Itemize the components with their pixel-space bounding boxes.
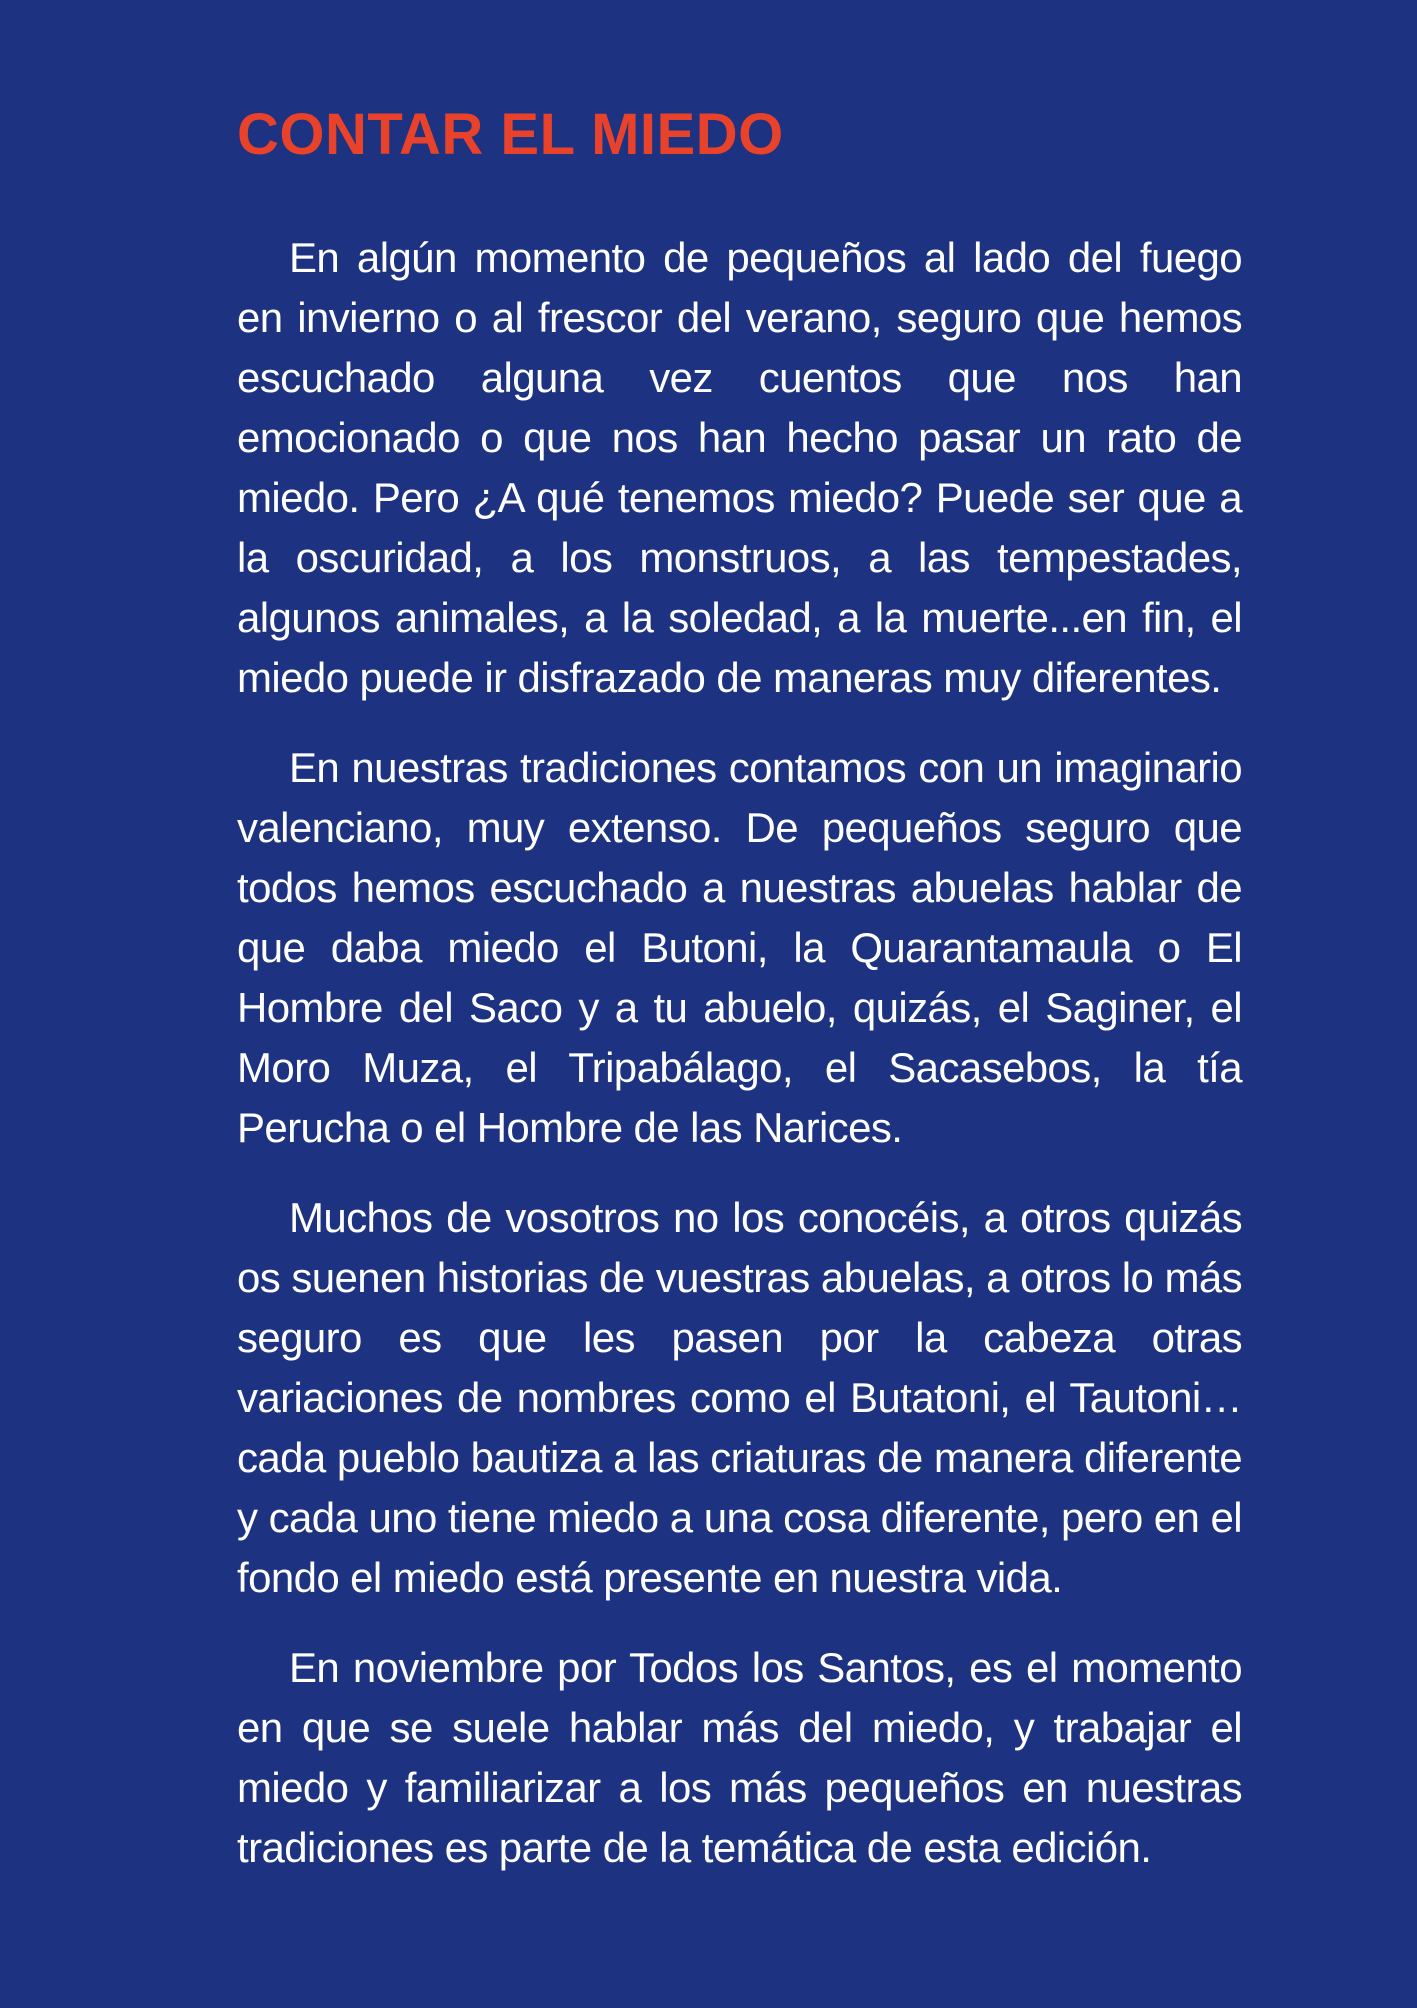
paragraph-3: Muchos de vosotros no los conocéis, a otros quizás os suenen historias de vuestras abuelas, a otros lo más seguro es que les pasen por la cabeza otras variaciones de nombres como el Butatoni, el Tautoni… cada pueblo bautiza a las criaturas de manera diferente y cada uno tiene miedo a una cosa diferente, pero en el fondo el miedo está presente en nuestra vida. xyxy=(237,1194,1242,1601)
article-body xyxy=(237,228,1242,1878)
page xyxy=(237,100,1242,1908)
paragraph-4: En noviembre por Todos los Santos, es el momento en que se suele hablar más del miedo, y trabajar el miedo y familiarizar a los más pequeños en nuestras tradiciones es parte de la temática de esta edición. xyxy=(237,1644,1242,1871)
paragraph-2: En nuestras tradiciones contamos con un imaginario valenciano, muy extenso. De pequeños seguro que todos hemos escuchado a nuestras abuelas hablar de que daba miedo el Butoni, la Quarantamaula o El Hombre del Saco y a tu abuelo, quizás, el Saginer, el Moro Muza, el Tripabálago, el Sacasebos, la tía Perucha o el Hombre de las Narices. xyxy=(237,744,1242,1151)
page-title: CONTAR EL MIEDO xyxy=(237,102,784,167)
paragraph-1: En algún momento de pequeños al lado del fuego en invierno o al frescor del verano, seguro que hemos escuchado alguna vez cuentos que nos han emocionado o que nos han hecho pasar un rato de miedo. Pero ¿A qué tenemos miedo? Puede ser que a la oscuridad, a los monstruos, a las tempestades, algunos animales, a la soledad, a la muerte...en fin, el miedo puede ir disfrazado de maneras muy diferentes. xyxy=(237,234,1242,701)
